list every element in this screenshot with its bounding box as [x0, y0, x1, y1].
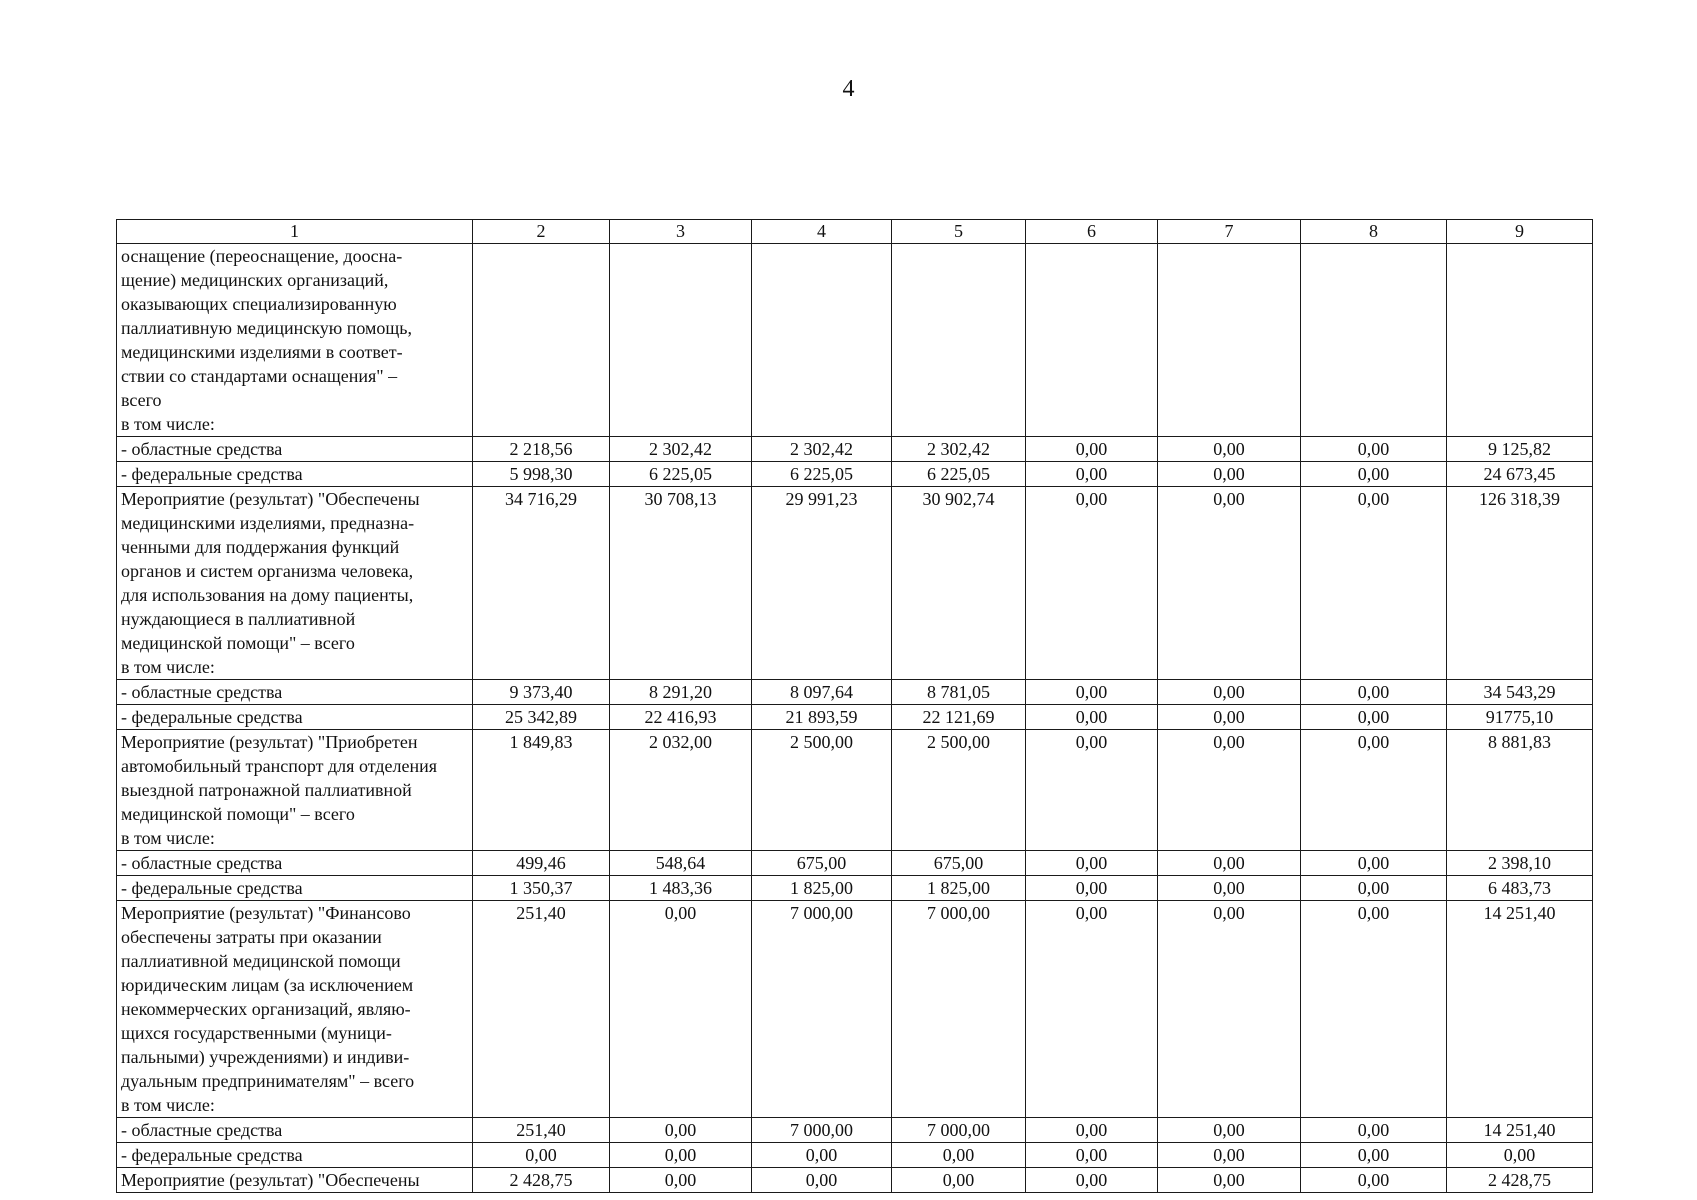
- value-cell: 7 000,00: [752, 1118, 892, 1143]
- value-cell: 2 500,00: [752, 730, 892, 851]
- value-cell: 0,00: [1026, 1143, 1158, 1168]
- value-cell: 25 342,89: [473, 705, 610, 730]
- value-cell: 0,00: [1301, 1168, 1447, 1193]
- value-cell: [610, 244, 752, 437]
- value-cell: 6 225,05: [892, 462, 1026, 487]
- budget-table: [116, 219, 1593, 1193]
- table-row: [117, 1168, 1593, 1193]
- value-cell: 0,00: [1447, 1143, 1593, 1168]
- value-cell: 8 881,83: [1447, 730, 1593, 851]
- column-header: 1: [117, 220, 473, 244]
- value-cell: 0,00: [1158, 901, 1301, 1118]
- column-header: 3: [610, 220, 752, 244]
- value-cell: 8 097,64: [752, 680, 892, 705]
- value-cell: 1 350,37: [473, 876, 610, 901]
- value-cell: 0,00: [752, 1168, 892, 1193]
- row-label: - федеральные средства: [117, 705, 473, 730]
- value-cell: 0,00: [1026, 1118, 1158, 1143]
- value-cell: 0,00: [1158, 437, 1301, 462]
- value-cell: 2 218,56: [473, 437, 610, 462]
- column-header: 9: [1447, 220, 1593, 244]
- value-cell: 9 373,40: [473, 680, 610, 705]
- value-cell: 0,00: [1301, 730, 1447, 851]
- row-label: оснащение (переоснащение, дооcна- щение) медицинских организаций, оказывающих специализированную паллиативную медицинскую помощь, медицинскими изделиями в соответ- ствии со стандартами оснащения" – всего в том числе:: [117, 244, 473, 437]
- column-header: 2: [473, 220, 610, 244]
- value-cell: 8 291,20: [610, 680, 752, 705]
- column-header: 8: [1301, 220, 1447, 244]
- value-cell: 0,00: [1026, 901, 1158, 1118]
- value-cell: 21 893,59: [752, 705, 892, 730]
- value-cell: 0,00: [1026, 680, 1158, 705]
- row-label: - областные средства: [117, 851, 473, 876]
- value-cell: 34 716,29: [473, 487, 610, 680]
- column-header: 6: [1026, 220, 1158, 244]
- value-cell: 6 225,05: [752, 462, 892, 487]
- value-cell: 7 000,00: [892, 1118, 1026, 1143]
- column-header: 7: [1158, 220, 1301, 244]
- table-row: [117, 705, 1593, 730]
- value-cell: 0,00: [1158, 1118, 1301, 1143]
- value-cell: 0,00: [1158, 1168, 1301, 1193]
- value-cell: 0,00: [610, 1168, 752, 1193]
- row-label: Мероприятие (результат) "Обеспечены: [117, 1168, 473, 1193]
- value-cell: 2 032,00: [610, 730, 752, 851]
- value-cell: 30 902,74: [892, 487, 1026, 680]
- value-cell: [473, 244, 610, 437]
- value-cell: 2 428,75: [1447, 1168, 1593, 1193]
- value-cell: 7 000,00: [892, 901, 1026, 1118]
- value-cell: 0,00: [752, 1143, 892, 1168]
- value-cell: 0,00: [1301, 487, 1447, 680]
- value-cell: 30 708,13: [610, 487, 752, 680]
- value-cell: 0,00: [1301, 705, 1447, 730]
- value-cell: 0,00: [1026, 1168, 1158, 1193]
- value-cell: 0,00: [1026, 876, 1158, 901]
- value-cell: 1 825,00: [892, 876, 1026, 901]
- value-cell: 0,00: [1026, 487, 1158, 680]
- table-row: [117, 901, 1593, 1118]
- value-cell: [752, 244, 892, 437]
- row-label: - федеральные средства: [117, 462, 473, 487]
- value-cell: 0,00: [1158, 1143, 1301, 1168]
- value-cell: 0,00: [1158, 730, 1301, 851]
- value-cell: 22 416,93: [610, 705, 752, 730]
- value-cell: 0,00: [1158, 462, 1301, 487]
- value-cell: 251,40: [473, 901, 610, 1118]
- row-label: - областные средства: [117, 437, 473, 462]
- value-cell: 0,00: [1158, 487, 1301, 680]
- table-row: [117, 487, 1593, 680]
- table-row: [117, 876, 1593, 901]
- value-cell: [1447, 244, 1593, 437]
- value-cell: [1301, 244, 1447, 437]
- page-number: 4: [842, 76, 855, 102]
- value-cell: 0,00: [1301, 1143, 1447, 1168]
- value-cell: 0,00: [1026, 730, 1158, 851]
- value-cell: 2 398,10: [1447, 851, 1593, 876]
- value-cell: 548,64: [610, 851, 752, 876]
- value-cell: 499,46: [473, 851, 610, 876]
- value-cell: 0,00: [1026, 462, 1158, 487]
- value-cell: 91775,10: [1447, 705, 1593, 730]
- value-cell: 0,00: [892, 1143, 1026, 1168]
- row-label: Мероприятие (результат) "Финансово обеспечены затраты при оказании паллиативной медицинской помощи юридическим лицам (за исключением некоммерческих организаций, являю- щихся государственными (муници- пальными) учреждениями) и индиви- дуальным предпринимателям" – всего в том числе:: [117, 901, 473, 1118]
- value-cell: 22 121,69: [892, 705, 1026, 730]
- value-cell: 126 318,39: [1447, 487, 1593, 680]
- value-cell: 0,00: [1301, 680, 1447, 705]
- table-row: [117, 730, 1593, 851]
- value-cell: 0,00: [1158, 851, 1301, 876]
- value-cell: 0,00: [1301, 876, 1447, 901]
- value-cell: 1 849,83: [473, 730, 610, 851]
- value-cell: 1 825,00: [752, 876, 892, 901]
- value-cell: 6 483,73: [1447, 876, 1593, 901]
- value-cell: 0,00: [892, 1168, 1026, 1193]
- value-cell: 0,00: [610, 1143, 752, 1168]
- value-cell: 2 302,42: [752, 437, 892, 462]
- table-row: [117, 851, 1593, 876]
- value-cell: 24 673,45: [1447, 462, 1593, 487]
- row-label: - областные средства: [117, 680, 473, 705]
- value-cell: [1158, 244, 1301, 437]
- row-label: Мероприятие (результат) "Обеспечены медицинскими изделиями, предназна- ченными для поддержания функций органов и систем организма человека, для использования на дому пациенты, нуждающиеся в паллиативной медицинской помощи" – всего в том числе:: [117, 487, 473, 680]
- value-cell: 5 998,30: [473, 462, 610, 487]
- value-cell: 0,00: [610, 1118, 752, 1143]
- value-cell: 8 781,05: [892, 680, 1026, 705]
- value-cell: 0,00: [1301, 1118, 1447, 1143]
- value-cell: 0,00: [1301, 462, 1447, 487]
- value-cell: 0,00: [1158, 705, 1301, 730]
- value-cell: 2 302,42: [610, 437, 752, 462]
- column-header: 4: [752, 220, 892, 244]
- column-header: 5: [892, 220, 1026, 244]
- value-cell: 0,00: [473, 1143, 610, 1168]
- table-row: [117, 462, 1593, 487]
- value-cell: [1026, 244, 1158, 437]
- value-cell: 0,00: [610, 901, 752, 1118]
- value-cell: 0,00: [1026, 851, 1158, 876]
- value-cell: 2 428,75: [473, 1168, 610, 1193]
- value-cell: 2 302,42: [892, 437, 1026, 462]
- value-cell: 6 225,05: [610, 462, 752, 487]
- value-cell: 0,00: [1158, 680, 1301, 705]
- value-cell: 29 991,23: [752, 487, 892, 680]
- value-cell: 0,00: [1158, 876, 1301, 901]
- value-cell: [892, 244, 1026, 437]
- table-row: [117, 1143, 1593, 1168]
- table-row: [117, 1118, 1593, 1143]
- row-label: - федеральные средства: [117, 876, 473, 901]
- value-cell: 0,00: [1026, 437, 1158, 462]
- row-label: Мероприятие (результат) "Приобретен автомобильный транспорт для отделения выездной патронажной паллиативной медицинской помощи" – всего в том числе:: [117, 730, 473, 851]
- value-cell: 0,00: [1026, 705, 1158, 730]
- value-cell: 9 125,82: [1447, 437, 1593, 462]
- header-row: [117, 220, 1593, 244]
- row-label: - федеральные средства: [117, 1143, 473, 1168]
- table-row: [117, 680, 1593, 705]
- value-cell: 0,00: [1301, 901, 1447, 1118]
- value-cell: 34 543,29: [1447, 680, 1593, 705]
- table-row: [117, 244, 1593, 437]
- value-cell: 251,40: [473, 1118, 610, 1143]
- value-cell: 2 500,00: [892, 730, 1026, 851]
- value-cell: 7 000,00: [752, 901, 892, 1118]
- value-cell: 675,00: [892, 851, 1026, 876]
- value-cell: 1 483,36: [610, 876, 752, 901]
- value-cell: 14 251,40: [1447, 901, 1593, 1118]
- value-cell: 0,00: [1301, 437, 1447, 462]
- value-cell: 0,00: [1301, 851, 1447, 876]
- row-label: - областные средства: [117, 1118, 473, 1143]
- value-cell: 14 251,40: [1447, 1118, 1593, 1143]
- table-row: [117, 437, 1593, 462]
- value-cell: 675,00: [752, 851, 892, 876]
